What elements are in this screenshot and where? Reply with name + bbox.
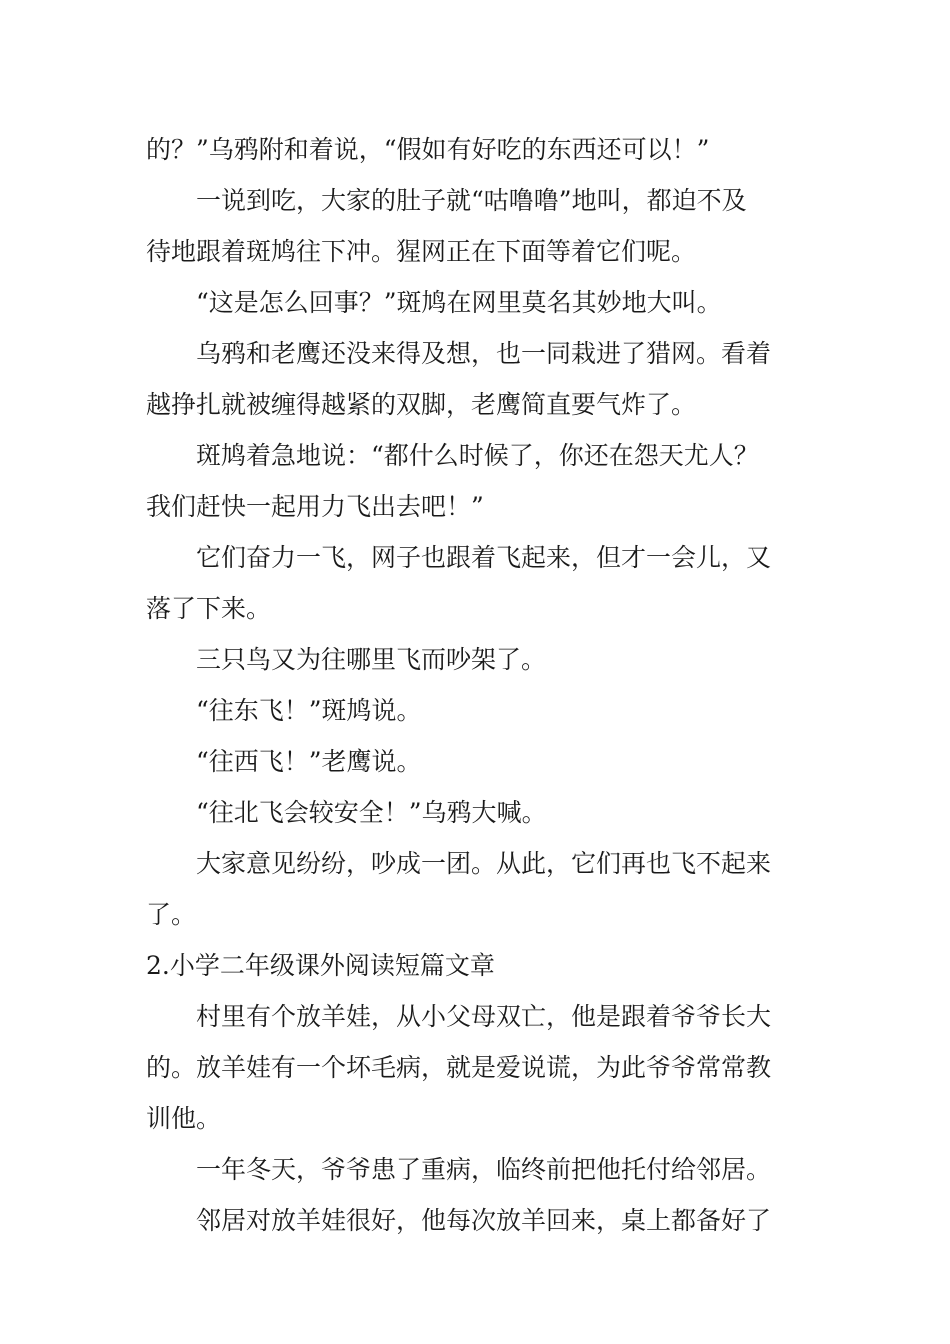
text-line: 的？”乌鸦附和着说，“假如有好吃的东西还可以！” [146,135,710,164]
text-line: 待地跟着斑鸠往下冲。猩网正在下面等着它们呢。 [146,237,697,266]
text-line: 大家意见纷纷，吵成一团。从此，它们再也飞不起来 [196,849,772,878]
section-heading: 2.小学二年级课外阅读短篇文章 [146,951,495,980]
text-line: 落了下来。 [146,594,272,623]
text-line: 它们奋力一飞，网子也跟着飞起来，但才一会儿，又 [196,543,772,572]
text-line: 我们赶快一起用力飞出去吧！” [146,492,484,521]
text-line: 村里有个放羊娃，从小父母双亡，他是跟着爷爷长大 [196,1002,772,1031]
text-line: “这是怎么回事？”斑鸠在网里莫名其妙地大叫。 [196,288,722,317]
text-line: 一说到吃，大家的肚子就“咕噜噜”地叫，都迫不及 [196,186,747,215]
text-line: 的。放羊娃有一个坏毛病，就是爱说谎，为此爷爷常常教 [146,1053,772,1082]
text-line: “往东飞！”斑鸠说。 [196,696,422,725]
text-line: 乌鸦和老鹰还没来得及想，也一同栽进了猎网。看着 [196,339,772,368]
text-line: 邻居对放羊娃很好，他每次放羊回来，桌上都备好了 [196,1206,772,1235]
text-line: “往西飞！”老鹰说。 [196,747,422,776]
text-line: “往北飞会较安全！”乌鸦大喊。 [196,798,547,827]
text-line: 了。 [146,900,197,929]
text-line: 越挣扎就被缠得越紧的双脚，老鹰简直要气炸了。 [146,390,697,419]
text-line: 一年冬天，爷爷患了重病，临终前把他托付给邻居。 [196,1155,772,1184]
article-text [146,124,810,1246]
text-line: 三只鸟又为往哪里飞而吵架了。 [196,645,547,674]
text-line: 训他。 [146,1104,222,1133]
text-line: 斑鸠着急地说：“都什么时候了，你还在怨天尤人？ [196,441,759,470]
